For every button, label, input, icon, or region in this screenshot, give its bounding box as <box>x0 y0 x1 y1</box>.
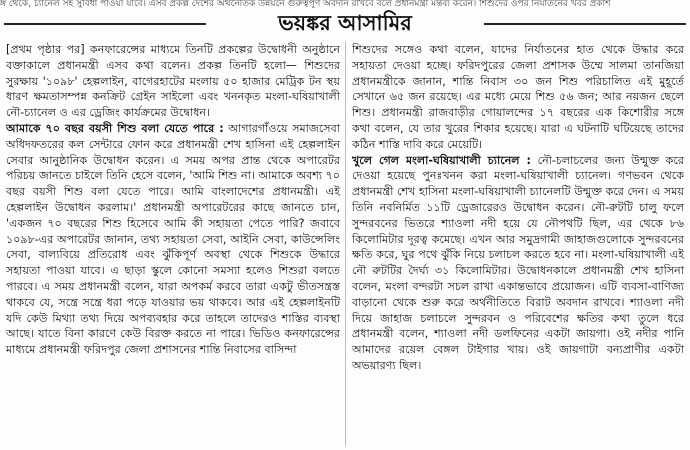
paragraph-text: আগারগাঁওয়ে সমাজসেবা অধিদফতরের কল সেন্টারে ফোন করে প্রধানমন্ত্রী শেখ হাসিনা এই হেল্পলাইন সেবার আনুষ্ঠানিক উদ্বোধন করেন। এ সময় অপর প্রান্ত থেকে অপারেটর পরিচয় জানতে চাইলে তিনি হেসে বলেন, 'আমি শিশু না। আমাকে অবশ্য ৭০ বছর বয়সী শিশু বলা যেতে পারে। আমি বাংলাদেশের প্রধানমন্ত্রী। এই হেল্পলাইন উদ্বোধন করলাম।' প্রধানমন্ত্রী অপারেটরের কাছে জানতে চান, 'একজন ৭০ বছরের শিশু হিসেবে আমি কী সহায়তা পেতে পারি? জবাবে ১০৯৮-এর অপারেটর জানান, তথ্য সহায়তা সেবা, আইনি সেবা, কাউন্সেলিং সেবা, বাল্যবিয়ে প্রতিরোধ এবং ঝুঁকিপূর্ণ অবস্থা থেকে শিশুকে উদ্ধারে সহায়তা পাওয়া যাবে। এ ছাড়া স্কুলে কোনো সমস্যা হলেও শিশুরা বলতে পারবে। এ সময় প্রধানমন্ত্রী বলেন, যারা অপকর্ম করবে তারা একটু ভীতসন্ত্রস্ত থাকবে যে, সন্ত্রে সন্ত্রে ধরা পড়ে যাওয়ার ভয় থাকবে। আর এই হেল্পলাইনটি যদি কেউ মিথ্যা তথ্য দিয়ে অপব্যবহার করে তাহলে তাদেরও শাস্তির ব্যবস্থা আছে। যাতে বিনা কারণে কেউ বিরক্ত করতে না পারে। ভিডিও কনফারেন্সের মাধ্যমে প্রধানমন্ত্রী ফরিদপুর জেলা প্রশাসনের শান্তি নিবাসের বাসিন্দা <box>6 121 340 357</box>
headline-rule-right <box>484 23 686 25</box>
subheading-helpline: আমাকে ৭০ বছর বয়সী শিশু বলা যেতে পারে : <box>6 121 224 135</box>
paragraph-intro <box>6 42 340 121</box>
paragraph-shanti-nibas: শিশুদের সঙ্গেও কথা বলেন, যাদের নির্যাতনের হাত থেকে উদ্ধার করে সহায়তা দেওয়া হচ্ছে। ফরিদপুরের জেলা প্রশাসক উম্মে সালমা তানজিয়া প্রধানমন্ত্রীকে জানান, শান্তি নিবাস ৩০ জন শিশু পরিচালিত এই মুহূর্তে সেখানে ৬৫ জন রয়েছে। এর মধ্যে মেয়ে শিশু ৫৬ জন; আর নয়জন ছেলে শিশু। প্রধানমন্ত্রী রাজবাড়ীর গোয়ালন্দের ১৭ বছরের এক কিশোরীর সঙ্গে কথা বলেন, যে তার খুরের শিকার হয়েছে। যারা এ ঘটনাটি ঘটিয়েছে তাদের কঠিন শাস্তি দাবি করে মেয়েটি। <box>352 43 684 151</box>
continuation-tag: [প্রথম পৃষ্ঠার পর] <box>6 43 85 56</box>
previous-article-strip: ঙ্গ থেকে, চ্যানেল সহ সুবিধা পাওয়া যাবে। এসব প্রকল্প দেশের অর্থনৈতিক উন্নয়নে গুরুত্বপূর্ণ অবদান রাখবে বলে প্রধানমন্ত্রী মন্তব্য করেন। শিশুদের ওপর নির্যাতনের খবর প্রকাশ <box>0 0 611 8</box>
headline-rule-left <box>4 23 206 25</box>
article-headline: ভয়ঙ্কর আসামির <box>278 10 412 35</box>
subheading-channel: খুলে গেল মংলা-ঘষিয়াখালী চ্যানেল : <box>352 153 531 167</box>
headline-bar <box>0 6 690 40</box>
paragraph-text: কনফারেন্সের মাধ্যমে তিনটি প্রকল্পের উদ্বোধনী অনুষ্ঠানে বক্তাকালে প্রধানমন্ত্রী এসব কথা বলেন। প্রকল্প তিনটি হলো— শিশুদের সুরক্ষায় '১০৯৮' হেল্পলাইন, বাগেরহাটের মংলায় ৫০ হাজার মেট্রিক টন স্থয় ধারণ ক্ষমতাসম্পন্ন কনক্রিট গ্রেইন সাইলো এবং খননকৃত মংলা-ঘষিয়াখালী নৌ-চ্যানেল ও এর ড্রেজিং কার্যক্রমের উদ্বোধন। <box>6 43 341 120</box>
column-divider <box>345 42 346 446</box>
article-column-left <box>6 42 340 358</box>
article-column-right <box>352 42 684 374</box>
paragraph-channel <box>352 153 684 374</box>
paragraph-helpline <box>6 121 340 358</box>
paragraph-text: নৌ-চলাচলের জন্য উন্মুক্ত করে দেওয়া হয়েছে পুনঃখনন করা মংলা-ঘষিয়াখালী চ্যানেল। গণভবন থেকে প্রধানমন্ত্রী শেখ হাসিনা মংলা-ঘষিয়াখালী চ্যানেলটি উন্মুক্ত করে দেন। এ সময় তিনি নবনির্মিত ১১টি ড্রেজারেরও উদ্বোধন করেন। নৌ-রুটটি চালু ফলে সুন্দরবনের ভিতরে শ্যাওলা নদী হয়ে যে নৌপথটি ছিল, এর থেকে ৮৬ কিলোমিটার দূরত্ব কমেছে। এখন আর সমুদ্রগামী জাহাজগুলোকে সুন্দরবনের ক্ষতি করে, ঘুর পথে ঝুঁকি নিয়ে চলাচল করতে হবে না। মংলা-ঘষিয়াখালী এই নৌ রুটটির দৈর্ঘ্য ৩১ কিলোমিটার। উদ্বোধনকালে প্রধানমন্ত্রী শেখ হাসিনা বলেন, মংলা বন্দরটা সচল রাখা একান্তভাবে প্রয়োজন। এটি ব্যবসা-বাণিজ্য বাড়ানো থেকে শুরু করে অর্থনীতিতে বিরাট অবদান রাখবে। শ্যাওলা নদী দিয়ে জাহাজ চলাচলে সুন্দরবন ও পরিবেশের ক্ষতির কথা তুলে ধরে প্রধানমন্ত্রী বলেন, শ্যাওলা নদী ডলফিনের একটা জায়গা। ওই নদীর পানি আমাদের রয়েল বেঙ্গল টাইগার খায়। ওই জায়গাটা বন্যপ্রাণীর একটা অভয়ারণ্য ছিল। <box>352 153 684 372</box>
